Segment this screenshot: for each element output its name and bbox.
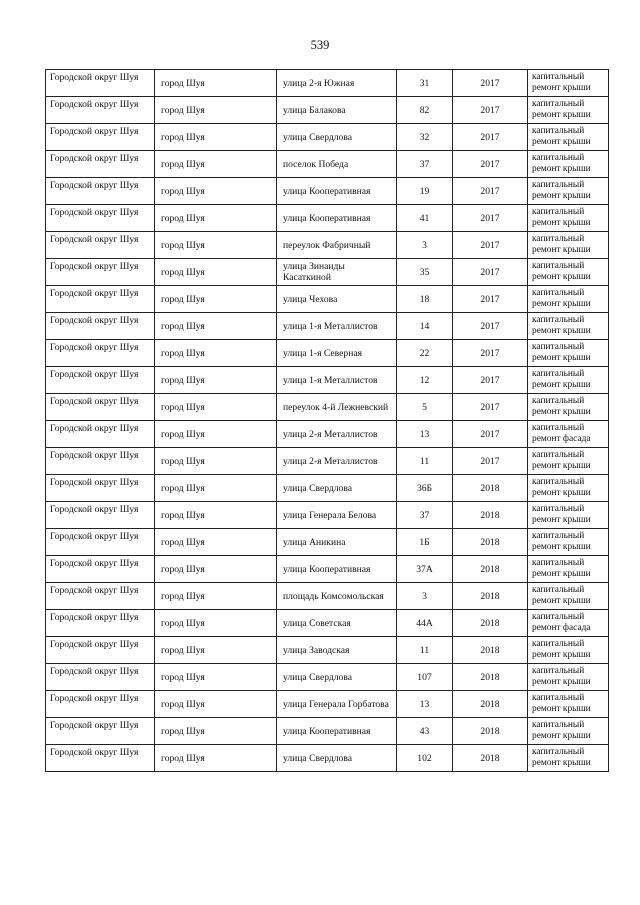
city-cell: город Шуя: [155, 286, 277, 313]
work-type-cell: капитальный ремонт крыши: [528, 664, 609, 691]
district-cell: Городской округ Шуя: [46, 421, 155, 448]
year-cell: 2017: [453, 205, 528, 232]
house-number-cell: 41: [397, 205, 453, 232]
house-number-cell: 44А: [397, 610, 453, 637]
district-cell: Городской округ Шуя: [46, 259, 155, 286]
house-number-cell: 31: [397, 70, 453, 97]
street-cell: улица 2-я Южная: [277, 70, 397, 97]
house-number-cell: 3: [397, 232, 453, 259]
street-cell: улица Кооперативная: [277, 178, 397, 205]
street-cell: улица Кооперативная: [277, 556, 397, 583]
year-cell: 2017: [453, 340, 528, 367]
district-cell: Городской округ Шуя: [46, 745, 155, 772]
table-row: [46, 583, 609, 610]
city-cell: город Шуя: [155, 124, 277, 151]
district-cell: Городской округ Шуя: [46, 502, 155, 529]
city-cell: город Шуя: [155, 745, 277, 772]
street-cell: улица Свердлова: [277, 124, 397, 151]
year-cell: 2017: [453, 178, 528, 205]
house-number-cell: 82: [397, 97, 453, 124]
city-cell: город Шуя: [155, 556, 277, 583]
table-row: [46, 286, 609, 313]
district-cell: Городской округ Шуя: [46, 475, 155, 502]
work-type-cell: капитальный ремонт крыши: [528, 70, 609, 97]
table-row: [46, 70, 609, 97]
city-cell: город Шуя: [155, 70, 277, 97]
year-cell: 2018: [453, 610, 528, 637]
street-cell: улица Чехова: [277, 286, 397, 313]
house-number-cell: 102: [397, 745, 453, 772]
table-row: [46, 475, 609, 502]
house-number-cell: 14: [397, 313, 453, 340]
district-cell: Городской округ Шуя: [46, 367, 155, 394]
year-cell: 2017: [453, 151, 528, 178]
house-number-cell: 22: [397, 340, 453, 367]
street-cell: улица Советская: [277, 610, 397, 637]
street-cell: улица 1-я Металлистов: [277, 313, 397, 340]
house-number-cell: 107: [397, 664, 453, 691]
district-cell: Городской округ Шуя: [46, 664, 155, 691]
year-cell: 2017: [453, 124, 528, 151]
house-number-cell: 35: [397, 259, 453, 286]
table-row: [46, 232, 609, 259]
house-number-cell: 36Б: [397, 475, 453, 502]
table-row: [46, 718, 609, 745]
city-cell: город Шуя: [155, 610, 277, 637]
table-row: [46, 664, 609, 691]
city-cell: город Шуя: [155, 97, 277, 124]
district-cell: Городской округ Шуя: [46, 340, 155, 367]
city-cell: город Шуя: [155, 421, 277, 448]
table-row: [46, 259, 609, 286]
city-cell: город Шуя: [155, 313, 277, 340]
year-cell: 2017: [453, 448, 528, 475]
work-type-cell: капитальный ремонт крыши: [528, 232, 609, 259]
district-cell: Городской округ Шуя: [46, 556, 155, 583]
year-cell: 2018: [453, 637, 528, 664]
city-cell: город Шуя: [155, 232, 277, 259]
page-number: 539: [310, 38, 330, 52]
table-row: [46, 394, 609, 421]
work-type-cell: капитальный ремонт крыши: [528, 286, 609, 313]
street-cell: улица 1-я Металлистов: [277, 367, 397, 394]
city-cell: город Шуя: [155, 448, 277, 475]
table-row: [46, 421, 609, 448]
street-cell: улица Кооперативная: [277, 205, 397, 232]
house-number-cell: 11: [397, 637, 453, 664]
district-cell: Городской округ Шуя: [46, 448, 155, 475]
house-number-cell: 12: [397, 367, 453, 394]
year-cell: 2017: [453, 232, 528, 259]
street-cell: улица 1-я Северная: [277, 340, 397, 367]
table-row: [46, 178, 609, 205]
house-number-cell: 13: [397, 421, 453, 448]
year-cell: 2018: [453, 529, 528, 556]
district-cell: Городской округ Шуя: [46, 286, 155, 313]
house-number-cell: 18: [397, 286, 453, 313]
house-number-cell: 11: [397, 448, 453, 475]
city-cell: город Шуя: [155, 259, 277, 286]
district-cell: Городской округ Шуя: [46, 394, 155, 421]
work-type-cell: капитальный ремонт крыши: [528, 97, 609, 124]
house-number-cell: 1Б: [397, 529, 453, 556]
district-cell: Городской округ Шуя: [46, 205, 155, 232]
table-row: [46, 367, 609, 394]
district-cell: Городской округ Шуя: [46, 97, 155, 124]
district-cell: Городской округ Шуя: [46, 529, 155, 556]
year-cell: 2017: [453, 367, 528, 394]
city-cell: город Шуя: [155, 664, 277, 691]
table-row: [46, 313, 609, 340]
district-cell: Городской округ Шуя: [46, 718, 155, 745]
house-number-cell: 13: [397, 691, 453, 718]
district-cell: Городской округ Шуя: [46, 178, 155, 205]
street-cell: поселок Победа: [277, 151, 397, 178]
city-cell: город Шуя: [155, 475, 277, 502]
repair-schedule-table: [45, 69, 609, 772]
table-row: [46, 448, 609, 475]
table-row: [46, 556, 609, 583]
year-cell: 2018: [453, 475, 528, 502]
year-cell: 2017: [453, 259, 528, 286]
year-cell: 2018: [453, 556, 528, 583]
house-number-cell: 43: [397, 718, 453, 745]
city-cell: город Шуя: [155, 718, 277, 745]
street-cell: площадь Комсомольская: [277, 583, 397, 610]
work-type-cell: капитальный ремонт крыши: [528, 367, 609, 394]
work-type-cell: капитальный ремонт крыши: [528, 556, 609, 583]
house-number-cell: 37А: [397, 556, 453, 583]
table-row: [46, 124, 609, 151]
table-row: [46, 637, 609, 664]
work-type-cell: капитальный ремонт крыши: [528, 718, 609, 745]
district-cell: Городской округ Шуя: [46, 691, 155, 718]
district-cell: Городской округ Шуя: [46, 124, 155, 151]
year-cell: 2018: [453, 691, 528, 718]
work-type-cell: капитальный ремонт крыши: [528, 394, 609, 421]
street-cell: улица 2-я Металлистов: [277, 421, 397, 448]
street-cell: улица Аникина: [277, 529, 397, 556]
table-row: [46, 97, 609, 124]
work-type-cell: капитальный ремонт крыши: [528, 448, 609, 475]
district-cell: Городской округ Шуя: [46, 610, 155, 637]
year-cell: 2018: [453, 718, 528, 745]
work-type-cell: капитальный ремонт крыши: [528, 340, 609, 367]
street-cell: улица Кооперативная: [277, 718, 397, 745]
table-row: [46, 529, 609, 556]
work-type-cell: капитальный ремонт фасада: [528, 421, 609, 448]
street-cell: улица Зинаиды Касаткиной: [277, 259, 397, 286]
table-row: [46, 205, 609, 232]
district-cell: Городской округ Шуя: [46, 151, 155, 178]
work-type-cell: капитальный ремонт крыши: [528, 502, 609, 529]
house-number-cell: 32: [397, 124, 453, 151]
work-type-cell: капитальный ремонт крыши: [528, 583, 609, 610]
house-number-cell: 37: [397, 151, 453, 178]
work-type-cell: капитальный ремонт крыши: [528, 259, 609, 286]
house-number-cell: 3: [397, 583, 453, 610]
street-cell: улица 2-я Металлистов: [277, 448, 397, 475]
year-cell: 2018: [453, 745, 528, 772]
city-cell: город Шуя: [155, 340, 277, 367]
city-cell: город Шуя: [155, 367, 277, 394]
work-type-cell: капитальный ремонт крыши: [528, 529, 609, 556]
work-type-cell: капитальный ремонт крыши: [528, 691, 609, 718]
work-type-cell: капитальный ремонт крыши: [528, 205, 609, 232]
year-cell: 2017: [453, 70, 528, 97]
work-type-cell: капитальный ремонт крыши: [528, 151, 609, 178]
street-cell: переулок Фабричный: [277, 232, 397, 259]
table-row: [46, 502, 609, 529]
street-cell: улица Генерала Белова: [277, 502, 397, 529]
city-cell: город Шуя: [155, 691, 277, 718]
house-number-cell: 37: [397, 502, 453, 529]
district-cell: Городской округ Шуя: [46, 313, 155, 340]
street-cell: улица Свердлова: [277, 475, 397, 502]
city-cell: город Шуя: [155, 151, 277, 178]
year-cell: 2017: [453, 421, 528, 448]
street-cell: улица Свердлова: [277, 664, 397, 691]
year-cell: 2017: [453, 97, 528, 124]
street-cell: улица Балакова: [277, 97, 397, 124]
year-cell: 2017: [453, 286, 528, 313]
work-type-cell: капитальный ремонт фасада: [528, 610, 609, 637]
city-cell: город Шуя: [155, 394, 277, 421]
street-cell: улица Заводская: [277, 637, 397, 664]
table-row: [46, 691, 609, 718]
work-type-cell: капитальный ремонт крыши: [528, 637, 609, 664]
table-row: [46, 151, 609, 178]
city-cell: город Шуя: [155, 502, 277, 529]
year-cell: 2017: [453, 313, 528, 340]
work-type-cell: капитальный ремонт крыши: [528, 475, 609, 502]
table-row: [46, 610, 609, 637]
street-cell: улица Генерала Горбатова: [277, 691, 397, 718]
year-cell: 2017: [453, 394, 528, 421]
house-number-cell: 5: [397, 394, 453, 421]
district-cell: Городской округ Шуя: [46, 232, 155, 259]
table-row: [46, 745, 609, 772]
district-cell: Городской округ Шуя: [46, 637, 155, 664]
year-cell: 2018: [453, 664, 528, 691]
city-cell: город Шуя: [155, 637, 277, 664]
city-cell: город Шуя: [155, 205, 277, 232]
work-type-cell: капитальный ремонт крыши: [528, 178, 609, 205]
street-cell: улица Свердлова: [277, 745, 397, 772]
work-type-cell: капитальный ремонт крыши: [528, 745, 609, 772]
district-cell: Городской округ Шуя: [46, 70, 155, 97]
year-cell: 2018: [453, 583, 528, 610]
city-cell: город Шуя: [155, 178, 277, 205]
city-cell: город Шуя: [155, 529, 277, 556]
city-cell: город Шуя: [155, 583, 277, 610]
work-type-cell: капитальный ремонт крыши: [528, 313, 609, 340]
year-cell: 2018: [453, 502, 528, 529]
table-body: [46, 70, 609, 772]
work-type-cell: капитальный ремонт крыши: [528, 124, 609, 151]
table-row: [46, 340, 609, 367]
district-cell: Городской округ Шуя: [46, 583, 155, 610]
house-number-cell: 19: [397, 178, 453, 205]
street-cell: переулок 4-й Лежневский: [277, 394, 397, 421]
